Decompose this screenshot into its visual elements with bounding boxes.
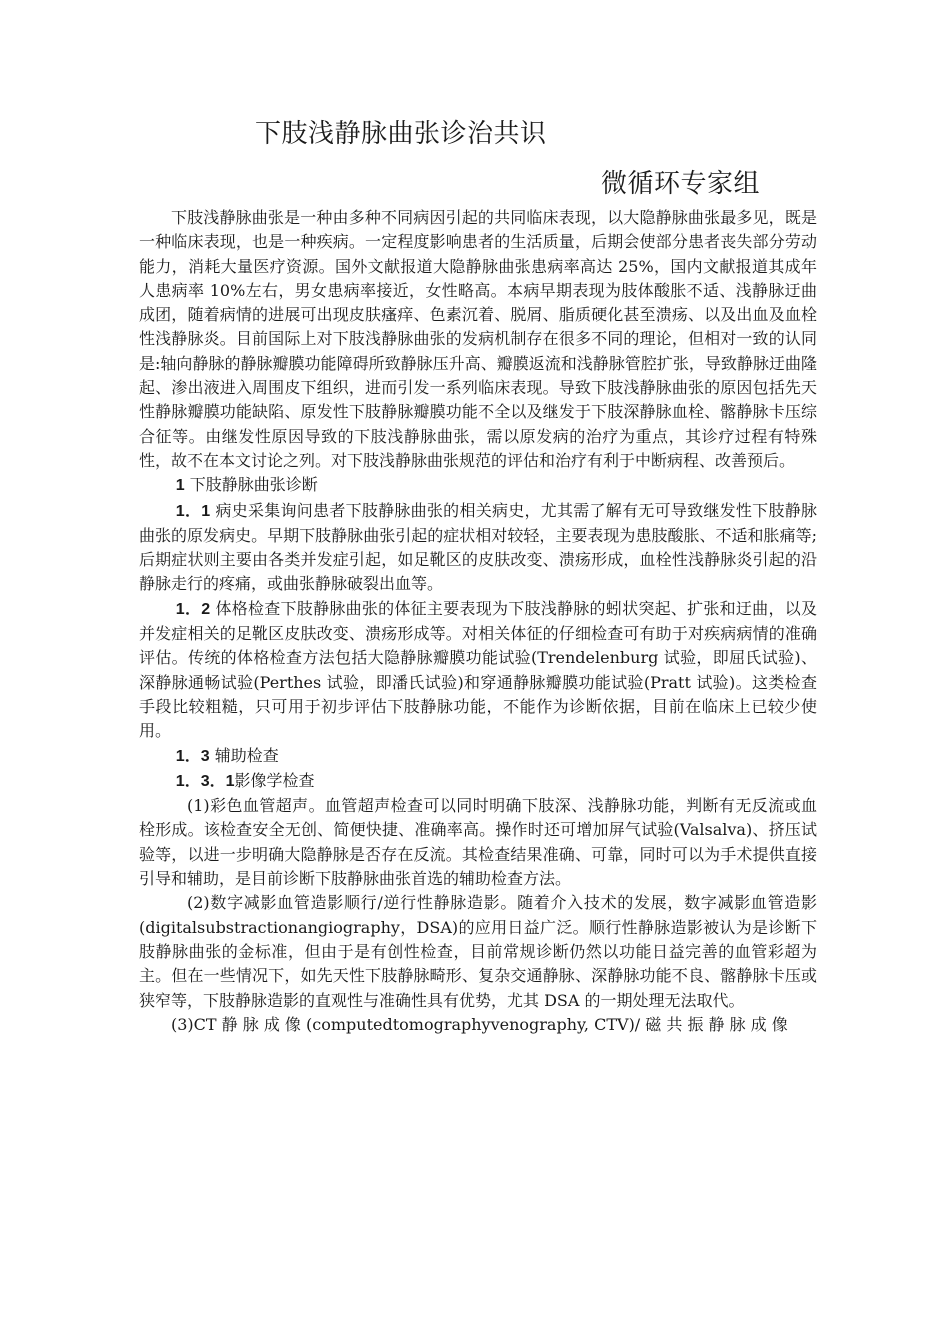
section-1-2-text: 体格检查下肢静脉曲张的体征主要表现为下肢浅静脉的蚓状突起、扩张和迂曲，以及并发症相关的足靴区皮肤改变、溃疡形成等。对相关体征的仔细检查可有助于对疾病病情的准确评估。传统的体格检查方法包括大隐静脉瓣膜功能试验(Trendelenburg 试验，即屈氏试验)、深静脉通畅试验(Perthes 试验，即潘氏试验)和穿通静脉瓣膜功能试验(Pratt 试验)。这类检查手段比较粗糙，只可用于初步评估下肢静脉功能，不能作为诊断依据，目前在临床上已较少使用。 (139, 598, 817, 741)
item-1-paragraph: (1)彩色血管超声。血管超声检查可以同时明确下肢深、浅静脉功能，判断有无反流或血栓形成。该检查安全无创、简便快捷、准确率高。操作时还可增加屏气试验(Valsalva)、挤压试验等，以进一步明确大隐静脉是否存在反流。其检查结果准确、可靠，同时可以为手术提供直接引导和辅助，是目前诊断下肢静脉曲张首选的辅助检查方法。 (139, 796, 817, 889)
section-1-1-paragraph (139, 499, 817, 597)
section-1-2-number: 1．2 (175, 600, 211, 618)
document-author: 微循环专家组 (601, 169, 761, 199)
section-1-3-1-heading (139, 769, 817, 794)
section-1-1-number: 1．1 (175, 502, 211, 520)
document-body (139, 206, 817, 1037)
section-1-3-1-title: 影像学检查 (234, 770, 315, 790)
document-title: 下肢浅静脉曲张诊治共识 (255, 119, 547, 149)
item-3-paragraph: (3)CT 静 脉 成 像 (computedtomographyvenography, CTV)/ 磁 共 振 静 脉 成 像 (171, 1014, 788, 1034)
section-1-heading (139, 473, 817, 498)
section-1-title: 下肢静脉曲张诊断 (189, 475, 318, 495)
section-1-2-paragraph (139, 597, 817, 744)
section-1-3-1-number: 1．3．1 (175, 772, 235, 790)
section-1-3-heading (139, 744, 817, 769)
section-1-3-number: 1．3 (175, 747, 210, 765)
section-1-1-text: 病史采集询问患者下肢静脉曲张的相关病史，尤其需了解有无可导致继发性下肢静脉曲张的原发病史。早期下肢静脉曲张引起的症状相对较轻，主要表现为患肢酸胀、不适和胀痛等;后期症状则主要由各类并发症引起，如足靴区的皮肤改变、溃疡形成，血栓性浅静脉炎引起的沿静脉走行的疼痛，或曲张静脉破裂出血等。 (139, 500, 817, 594)
intro-paragraph: 下肢浅静脉曲张是一种由多种不同病因引起的共同临床表现，以大隐静脉曲张最多见，既是一种临床表现，也是一种疾病。一定程度影响患者的生活质量，后期会使部分患者丧失部分劳动能力，消耗大量医疗资源。国外文献报道大隐静脉曲张患病率高达 25%，国内文献报道其成年人患病率 10%左右，男女患病率接近，女性略高。本病早期表现为肢体酸胀不适、浅静脉迂曲成团，随着病情的进展可出现皮肤瘙痒、色素沉着、脱屑、脂质硬化甚至溃疡、以及出血及血栓性浅静脉炎。目前国际上对下肢浅静脉曲张的发病机制存在很多不同的理论，但相对一致的认同是:轴向静脉的静脉瓣膜功能障碍所致静脉压升高、瓣膜返流和浅静脉管腔扩张，导致静脉迂曲隆起、渗出液进入周围皮下组织，进而引发一系列临床表现。导致下肢浅静脉曲张的原因包括先天性静脉瓣膜功能缺陷、原发性下肢静脉瓣膜功能不全以及继发于下肢深静脉血栓、髂静脉卡压综合征等。由继发性原因导致的下肢浅静脉曲张，需以原发病的治疗为重点，其诊疗过程有特殊性，故不在本文讨论之列。对下肢浅静脉曲张规范的评估和治疗有利于中断病程、改善预后。 (139, 208, 817, 470)
section-1-3-title: 辅助检查 (214, 745, 279, 765)
item-2-paragraph: (2)数字减影血管造影顺行/逆行性静脉造影。随着介入技术的发展，数字减影血管造影(digitalsubstractionangiography，DSA)的应用日益广泛。顺行性静脉造影被认为是诊断下肢静脉曲张的金标准，但由于是有创性检查，目前常规诊断仍然以功能日益完善的血管彩超为主。但在一些情况下，如先天性下肢静脉畸形、复杂交通静脉、深静脉功能不良、髂静脉卡压或狭窄等，下肢静脉造影的直观性与准确性具有优势，尤其 DSA 的一期处理无法取代。 (139, 893, 817, 1010)
section-1-number: 1 (175, 477, 185, 495)
